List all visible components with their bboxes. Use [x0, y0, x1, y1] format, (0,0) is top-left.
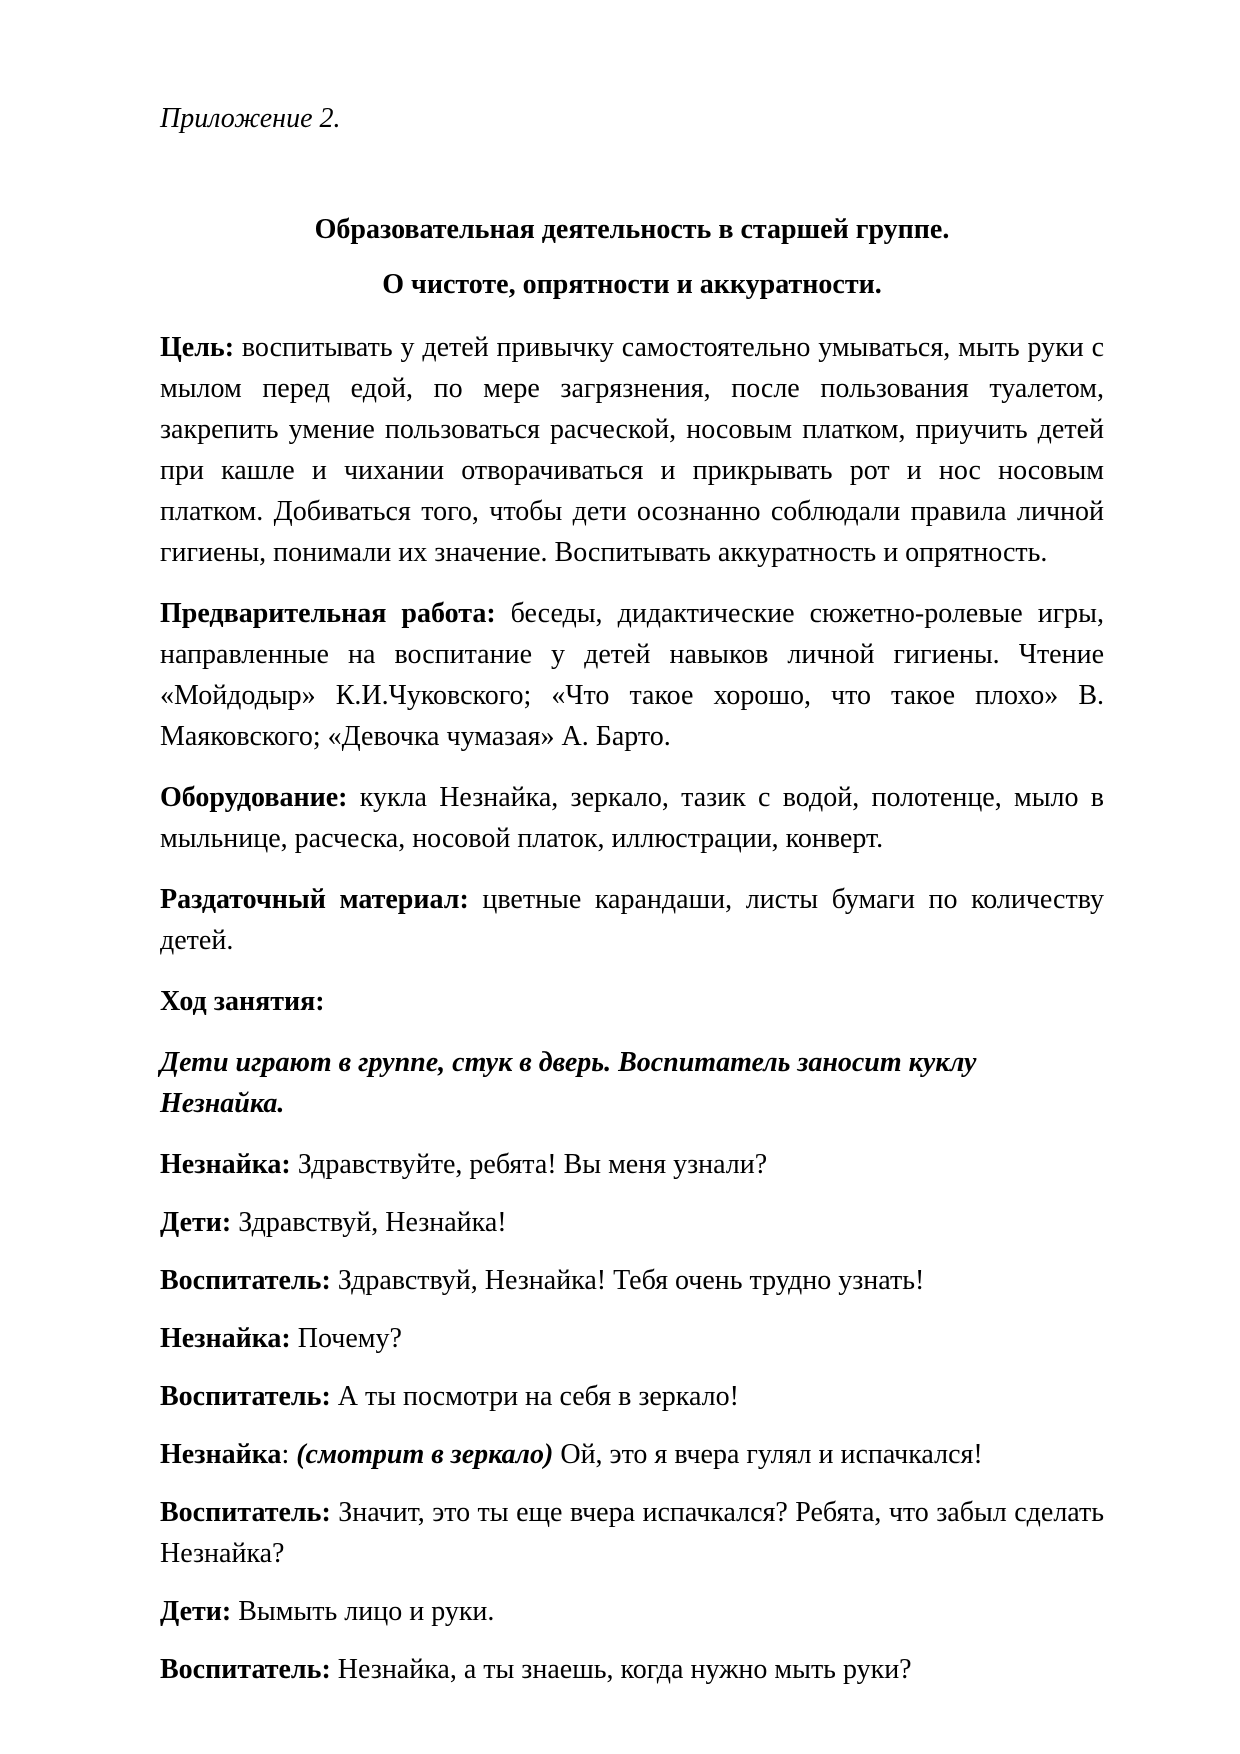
dialogue-line-5: Воспитатель: А ты посмотри на себя в зеркало! — [160, 1381, 739, 1412]
opening-stage-direction: Дети играют в группе, стук в дверь. Воспитатель заносит куклу Незнайка. — [160, 1047, 977, 1119]
section-paragraph-2: Предварительная работа: беседы, дидактические сюжетно-ролевые игры, направленные на воспитание у детей навыков личной гигиены. Чтение «Мойдодыр» К.И.Чуковского; «Что такое хорошо, что такое плохо» В. Маяковского; «Девочка чумазая» А. Барто. — [160, 598, 1104, 752]
dialogue-speaker: Воспитатель: — [160, 1381, 331, 1412]
lesson-course-heading: Ход занятия: — [160, 986, 325, 1017]
dialogue-speaker: Воспитатель: — [160, 1654, 331, 1685]
dialogue-speaker: Незнайка: — [160, 1323, 291, 1354]
dialogue-speaker: Воспитатель: — [160, 1497, 331, 1528]
section-label: Оборудование: — [160, 782, 348, 813]
lesson-info-sections — [160, 327, 1104, 961]
dialogue-lines — [160, 1144, 1104, 1690]
document-title-line-2: О чистоте, опрятности и аккуратности. — [382, 269, 882, 300]
section-paragraph-1: Цель: воспитывать у детей привычку самостоятельно умываться, мыть руки с мылом перед едой, по мере загрязнения, после пользования туалетом, закрепить умение пользоваться расческой, носовым платком, приучить детей при кашле и чихании отворачиваться и прикрывать рот и нос носовым платком. Добиваться того, чтобы дети осознанно соблюдали правила личной гигиены, понимали их значение. Воспитывать аккуратность и опрятность. — [160, 332, 1104, 568]
section-label: Раздаточный материал: — [160, 884, 469, 915]
section-paragraph-4: Раздаточный материал: цветные карандаши, листы бумаги по количеству детей. — [160, 884, 1104, 956]
section-label: Цель: — [160, 332, 235, 363]
dialogue-line-9: Воспитатель: Незнайка, а ты знаешь, когда нужно мыть руки? — [160, 1654, 912, 1685]
appendix-label: Приложение 2. — [160, 103, 341, 134]
dialogue-speaker: Воспитатель: — [160, 1265, 331, 1296]
dialogue-speaker: Дети: — [160, 1596, 232, 1627]
dialogue-line-4: Незнайка: Почему? — [160, 1323, 402, 1354]
dialogue-speaker: Незнайка — [160, 1439, 282, 1470]
dialogue-line-8: Дети: Вымыть лицо и руки. — [160, 1596, 495, 1627]
dialogue-speaker: Дети: — [160, 1207, 232, 1238]
section-paragraph-3: Оборудование: кукла Незнайка, зеркало, тазик с водой, полотенце, мыло в мыльнице, расческа, носовой платок, иллюстрации, конверт. — [160, 782, 1104, 854]
dialogue-line-2: Дети: Здравствуй, Незнайка! — [160, 1207, 507, 1238]
dialogue-line-6: Незнайка: (смотрит в зеркало) Ой, это я вчера гулял и испачкался! — [160, 1439, 983, 1470]
document-title-line-1: Образовательная деятельность в старшей группе. — [314, 214, 950, 245]
dialogue-speaker: Незнайка: — [160, 1149, 291, 1180]
section-label: Предварительная работа: — [160, 598, 496, 629]
dialogue-line-3: Воспитатель: Здравствуй, Незнайка! Тебя очень трудно узнать! — [160, 1265, 925, 1296]
dialogue-line-7: Воспитатель: Значит, это ты еще вчера испачкался? Ребята, что забыл сделать Незнайка? — [160, 1497, 1105, 1569]
inline-stage-direction: (смотрит в зеркало) — [296, 1439, 554, 1470]
dialogue-line-1: Незнайка: Здравствуйте, ребята! Вы меня узнали? — [160, 1149, 768, 1180]
